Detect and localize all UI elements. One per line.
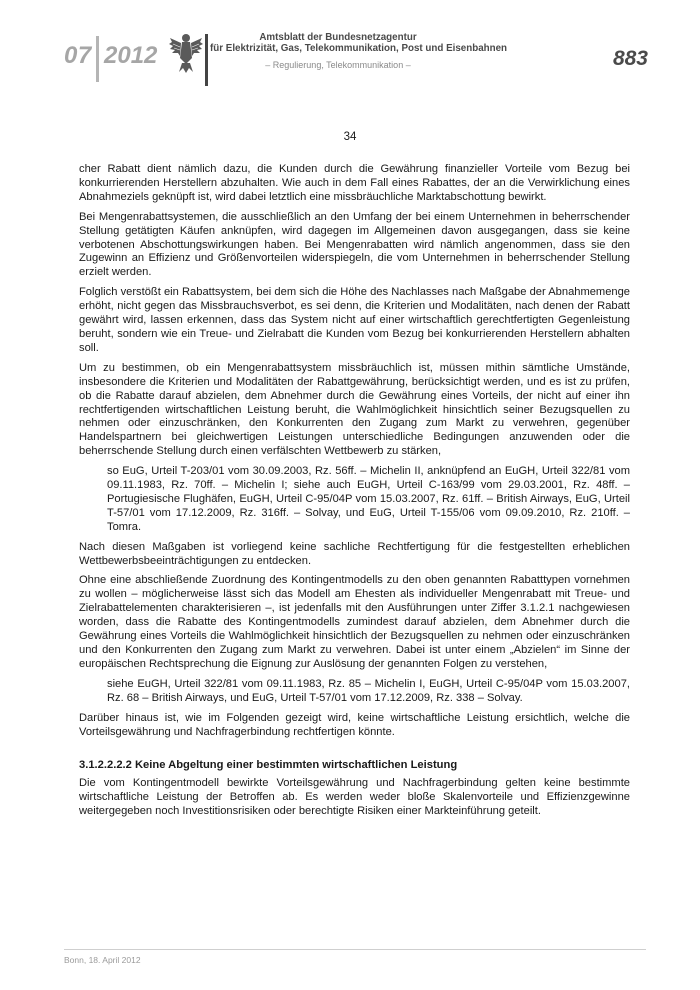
footer-place-date: Bonn, 18. April 2012 xyxy=(64,955,141,965)
publisher-title: Amtsblatt der Bundesnetzagentur xyxy=(259,32,417,43)
paragraph: Nach diesen Maßgaben ist vorliegend keine sachliche Rechtfertigung für die festgestellten erheblichen Wettbewerbsbeeinträchtigungen zu entdecken. xyxy=(79,540,630,567)
paragraph: Die vom Kontingentmodell bewirkte Vorteilsgewährung und Nachfragerbindung gelten keine bestimmte wirtschaftliche Leistung der Betroffen ab. Es werden weder bloße Skalenvorteile und Effizienzgewinne weitergegeben noch Investitionsrisiken oder berechtigte Risiken einer Markteinführung geteilt. xyxy=(79,777,630,818)
paragraph: Bei Mengenrabattsystemen, die ausschließlich an den Umfang der bei einem Unternehmen in beherrschender Stellung getätigten Käufen anknüpfen, wird dagegen im Allgemeinen davon ausgegangen, dass sie keine verbotenen Abschottungswirkungen haben. Bei Mengenrabatten wird nämlich angenommen, dass sie den Zugewinn an Effizienz und Größenvorteilen widerspiegeln, die vom Unternehmen in beherrschender Stellung erzielt werden. xyxy=(79,210,630,279)
issue-number: 07 xyxy=(64,42,92,69)
document-body xyxy=(79,163,630,825)
paragraph: Ohne eine abschließende Zuordnung des Kontingentmodells zu den oben genannten Rabatttypen vornehmen zu wollen – möglicherweise lässt sich das Modell am Ehesten als individueller Mengenrabatt mit Treue- und Zielrabattelementen charakterisieren –, ist jedenfalls mit den Ausführungen unter Ziffer 3.1.2.1 nachgewiesen worden, dass die Rabatte des Kontingentmodells zumindest darauf abzielen, dem Abnehmer durch die Gewährung eines Vorteils die Wahlmöglichkeit hinsichtlich der Bezugsquellen zu nehmen oder einzuschränken und den Konkurrenten den Zugang zum Markt zu verwehren. Dabei ist unter einem „Abzielen“ im Sinne der europäischen Rechtsprechung die Eignung zur Auslösung der genannten Folgen zu verstehen, xyxy=(79,574,630,670)
publisher-subtitle: für Elektrizität, Gas, Telekommunikation, Post und Eisenbahnen xyxy=(210,43,508,54)
paragraph: Um zu bestimmen, ob ein Mengenrabattsystem missbräuchlich ist, müssen mithin sämtliche Umstände, insbesondere die Kriterien und Modalitäten der Rabattgewährung, berücksichtigt werden, und es ist zu prüfen, ob die Rabatte darauf abzielen, dem Abnehmer durch die Gewährung eines Vorteils, der nicht auf einer ihn rechtfertigenden wirtschaftlichen Leistung beruht, die Wahlmöglichkeit hinsichtlich seiner Bezugsquellen zu nehmen oder einzuschränken, den Konkurrenten den Zugang zum Markt zu verwehren, gegenüber Handelspartnern bei gleichwertigen Leistungen unterschiedliche Bedingungen anzuwenden oder die beherrschende Stellung durch einen verfälschten Wettbewerb zu stärken, xyxy=(79,361,630,458)
section-label: – Regulierung, Telekommunikation – xyxy=(265,60,411,70)
issue-separator xyxy=(96,36,99,82)
issue-year: 2012 xyxy=(104,42,158,69)
page-number: 883 xyxy=(612,47,648,70)
paragraph: Folglich verstößt ein Rabattsystem, bei dem sich die Höhe des Nachlasses nach Maßgabe der Abnahmemenge erhöht, nicht gegen das Missbrauchsverbot, es sei denn, die Kriterien und Modalitäten, nach denen der Rabatt gewährt wird, lassen erkennen, dass das System nicht auf einer wirtschaftlich gerechtfertigten Gegenleistung beruht, sondern wie ein Treue- und Zielrabatt die Kunden vom Bezug bei konkurrierenden Herstellern abhalten soll. xyxy=(79,286,630,354)
emblem-bar xyxy=(205,34,208,86)
inner-page-number: 34 xyxy=(343,131,357,143)
federal-eagle-icon xyxy=(168,30,204,74)
footer-divider xyxy=(64,949,646,950)
citation-block: siehe EuGH, Urteil 322/81 vom 09.11.1983, Rz. 85 – Michelin I, EuGH, Urteil C-95/04P vom 15.03.2007, Rz. 68 – British Airways, und EuG, Urteil T-57/01 vom 17.12.2009, Rz. 338 – Solvay. xyxy=(107,677,630,704)
paragraph: Darüber hinaus ist, wie im Folgenden gezeigt wird, keine wirtschaftliche Leistung ersichtlich, welche die Vorteilsgewährung und Nachfragerbindung rechtfertigen könnte. xyxy=(79,711,630,738)
section-heading: 3.1.2.2.2.2 Keine Abgeltung einer bestimmten wirtschaftlichen Leistung xyxy=(79,759,458,772)
citation-block: so EuG, Urteil T-203/01 vom 30.09.2003, Rz. 56ff. – Michelin II, anknüpfend an EuGH, Urteil 322/81 vom 09.11.1983, Rz. 70ff. – Michelin I; siehe auch EuGH, Urteil C-163/99 vom 29.03.2001, Rz. 48ff. – Portugiesische Flughäfen, EuGH, Urteil C-95/04P vom 15.03.2007, Rz. 61ff. – British Airways, EuG, Urteil T-57/01 vom 17.12.2009, Rz. 316ff. – Solvay, und EuG, Urteil T-155/06 vom 09.09.2010, Rz. 210ff. – Tomra. xyxy=(107,465,630,533)
paragraph: cher Rabatt dient nämlich dazu, die Kunden durch die Gewährung finanzieller Vorteile vom Bezug bei konkurrierenden Herstellern abzuhalten. Wie auch in dem Fall eines Rabattes, der an die Verwirklichung eines Abnahmeziels geknüpft ist, wird dabei letztlich eine missbräuchliche Marktabschottung bewirkt. xyxy=(79,163,630,203)
